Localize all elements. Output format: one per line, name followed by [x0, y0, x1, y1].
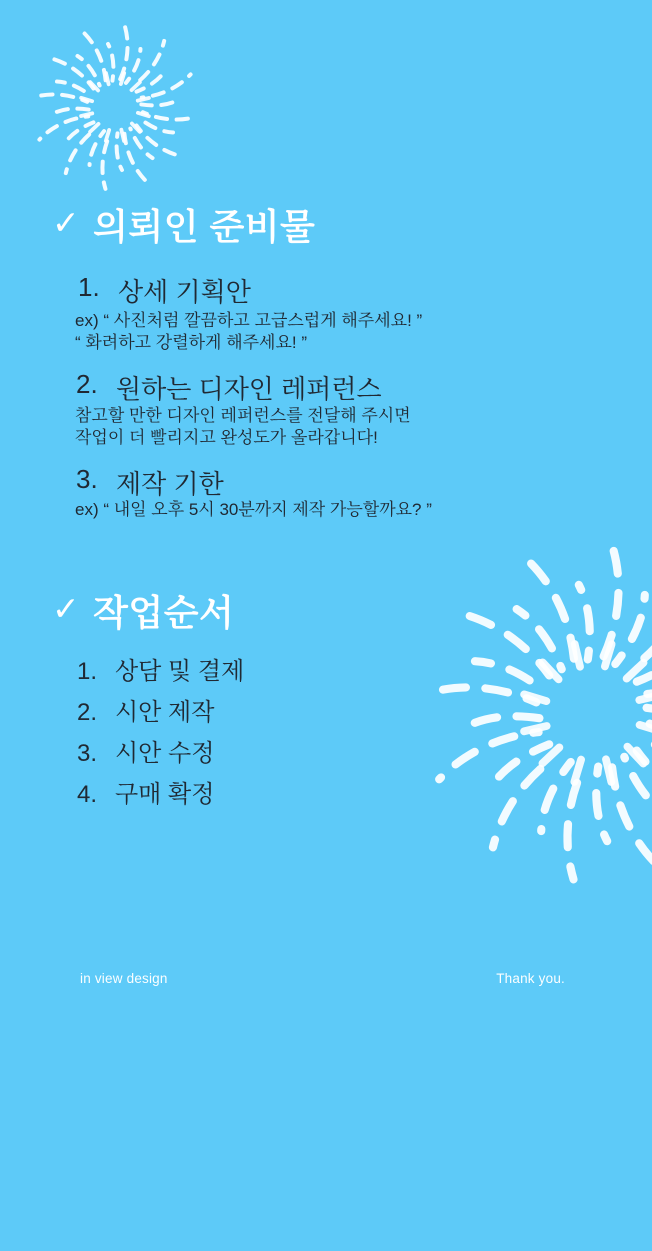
section-heading-client-prep [52, 199, 315, 250]
footer [0, 971, 652, 991]
prep-item-description [75, 405, 411, 449]
item-title-text: 제작 기한 [116, 469, 224, 499]
description-line: 작업이 더 빨리지고 완성도가 올라갑니다! [75, 428, 378, 447]
step-number: 4. [77, 781, 98, 808]
item-number: 2. [76, 369, 98, 399]
section-heading-text: 의뢰인 준비물 [93, 206, 316, 247]
check-icon: ✓ [52, 204, 81, 241]
firework-icon [416, 536, 652, 890]
step-label: 시안 제작 [115, 699, 215, 726]
section-heading-work-order [52, 585, 234, 636]
item-number: 3. [76, 464, 98, 494]
thank-you-text: Thank you. [496, 971, 565, 986]
step-number: 1. [77, 658, 98, 685]
prep-item-title [78, 272, 251, 309]
item-title-text: 상세 기획안 [118, 277, 251, 307]
description-line: 참고할 만한 디자인 레퍼런스를 전달해 주시면 [75, 406, 411, 425]
check-icon: ✓ [52, 590, 81, 627]
prep-item-description [75, 499, 432, 521]
firework-icon [28, 20, 202, 194]
description-line: “ 화려하고 강렬하게 해주세요! ” [75, 333, 308, 352]
step-label: 시안 수정 [115, 740, 215, 767]
work-step [77, 733, 244, 774]
item-title-text: 원하는 디자인 레퍼런스 [116, 374, 382, 404]
prep-item-title [76, 464, 224, 501]
description-line: ex) “ 내일 오후 5시 30분까지 제작 가능할까요? ” [75, 500, 432, 519]
work-step [77, 774, 244, 815]
section-heading-text: 작업순서 [93, 592, 235, 633]
work-order-list [77, 651, 244, 815]
step-number: 2. [77, 699, 98, 726]
item-number: 1. [78, 272, 100, 302]
step-label: 구매 확정 [115, 781, 215, 808]
work-step [77, 692, 244, 733]
prep-item-description [75, 310, 422, 354]
brand-name: in view design [80, 971, 168, 986]
step-number: 3. [77, 740, 98, 767]
step-label: 상담 및 결제 [115, 658, 245, 685]
prep-item-title [76, 369, 382, 406]
description-line: ex) “ 사진처럼 깔끔하고 고급스럽게 해주세요! ” [75, 311, 423, 330]
work-step [77, 651, 244, 692]
